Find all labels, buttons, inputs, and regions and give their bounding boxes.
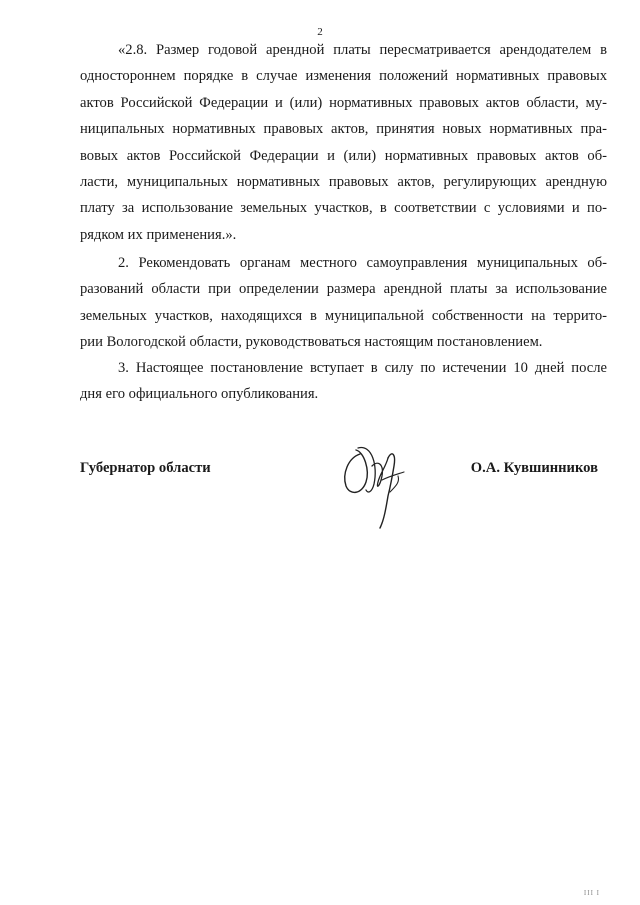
text-line: «2.8. Размер годовой арендной платы пересматривается арендодателем в	[118, 42, 607, 58]
text-line: 2. Рекомендовать органам местного самоуправления муниципальных об-	[118, 255, 607, 271]
text-line: ниципальных нормативных правовых актов, принятия новых нормативных пра-	[80, 121, 607, 138]
text-line: 3. Настоящее постановление вступает в силу по истечении 10 дней после	[118, 360, 607, 376]
text-line: земельных участков, находящихся в муниципальной собственности на террито-	[80, 307, 607, 324]
paragraph-2-8	[80, 37, 607, 248]
page-number: 2	[317, 26, 323, 38]
text-line: ласти, муниципальных нормативных правовых актов, регулирующих арендную	[80, 173, 607, 190]
footer-mark: III I	[583, 889, 600, 897]
text-line: разований области при определении размера арендной платы за использование	[80, 281, 607, 298]
text-line: дня его официального опубликования.	[80, 386, 319, 403]
signatory-position: Губернатор области	[80, 460, 211, 476]
paragraph-item-2	[80, 250, 607, 356]
text-line: одностороннем порядке в случае изменения положений нормативных правовых	[80, 68, 607, 85]
text-line: рии Вологодской области, руководствоваться настоящим постановлением.	[80, 334, 543, 351]
paragraph-item-3	[80, 355, 607, 408]
text-line: актов Российской Федерации и (или) нормативных правовых актов области, му-	[80, 94, 607, 111]
text-line: рядком их применения.».	[80, 226, 237, 243]
signatory-name: О.А. Кувшинников	[470, 460, 598, 476]
text-line: плату за использование земельных участков, в соответствии с условиями и по-	[80, 200, 607, 217]
handwritten-signature-icon	[338, 436, 418, 531]
text-line: вовых актов Российской Федерации и (или) нормативных правовых актов об-	[80, 147, 607, 164]
